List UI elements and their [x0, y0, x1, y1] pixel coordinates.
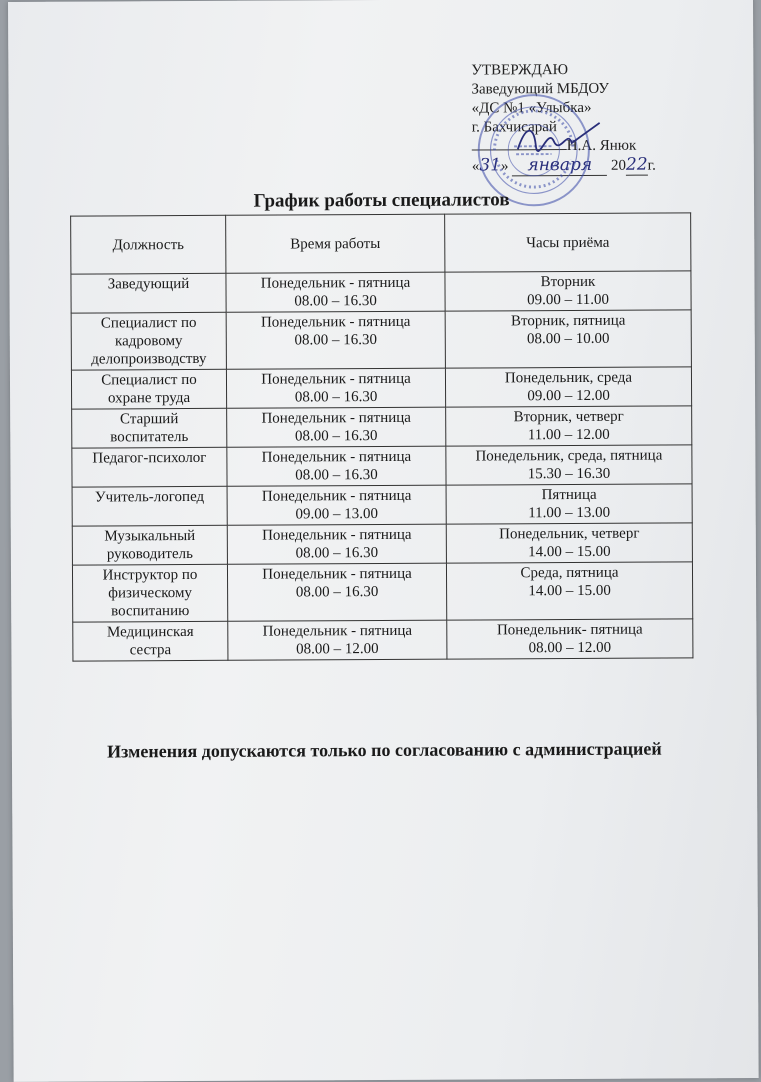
- cell-position-line: Заведующий: [73, 275, 223, 294]
- cell-position-line: Специалист по: [74, 314, 224, 333]
- cell-work-time-line: Понедельник - пятница: [230, 487, 444, 506]
- cell-reception-hours: [445, 310, 691, 368]
- approval-signature-line: [472, 136, 712, 156]
- cell-position: [72, 525, 227, 565]
- cell-position-line: Учитель-логопед: [75, 488, 225, 507]
- cell-work-time: [227, 524, 446, 564]
- cell-reception-hours: [446, 484, 692, 524]
- cell-position-line: физическому: [75, 584, 225, 603]
- cell-work-time-line: 08.00 – 16.30: [229, 331, 443, 350]
- cell-reception-hours-line: Среда, пятница: [449, 563, 690, 582]
- header-reception-hours: Часы приёма: [445, 213, 691, 272]
- table-row: [72, 484, 692, 526]
- cell-reception-hours-line: Понедельник, четверг: [449, 524, 690, 543]
- cell-position: [72, 486, 227, 526]
- cell-work-time: [227, 485, 446, 525]
- cell-work-time-line: Понедельник - пятница: [229, 313, 443, 332]
- cell-work-time: [226, 368, 445, 408]
- cell-work-time-line: Понедельник - пятница: [228, 274, 442, 293]
- date-year-suffix: 22: [626, 155, 648, 176]
- cell-reception-hours-line: 15.30 – 16.30: [448, 464, 689, 483]
- date-close-quote: »: [501, 158, 509, 174]
- cell-work-time-line: Понедельник - пятница: [229, 370, 443, 389]
- cell-reception-hours: [446, 406, 692, 446]
- header-work-time: Время работы: [226, 214, 445, 273]
- cell-position-line: воспитатель: [74, 428, 224, 447]
- approval-line-3: «ДС №1 «Улыбка»: [472, 98, 712, 118]
- table-row: [71, 271, 691, 313]
- cell-reception-hours-line: Понедельник, среда, пятница: [448, 446, 689, 465]
- cell-reception-hours-line: 11.00 – 13.00: [449, 503, 690, 522]
- date-day: 31: [479, 155, 501, 175]
- cell-reception-hours: [445, 367, 691, 407]
- cell-position-line: охране труда: [74, 389, 224, 408]
- date-open-quote: «: [472, 158, 480, 174]
- cell-position-line: воспитанию: [75, 602, 225, 621]
- cell-position-line: Инструктор по: [75, 566, 225, 585]
- cell-position: [71, 312, 226, 370]
- date-year-prefix: 20: [611, 158, 626, 174]
- cell-work-time-line: Понедельник - пятница: [230, 526, 444, 545]
- cell-reception-hours-line: Вторник: [447, 272, 688, 291]
- table-row: [72, 523, 692, 565]
- approval-signer: Н.А. Янюк: [567, 138, 637, 154]
- cell-reception-hours: [447, 619, 693, 659]
- approval-line-2: Заведующий МБДОУ: [471, 79, 711, 99]
- cell-work-time-line: Понедельник - пятница: [230, 622, 444, 641]
- cell-work-time-line: Понедельник - пятница: [230, 565, 444, 584]
- cell-position: [72, 447, 227, 487]
- cell-reception-hours-line: 11.00 – 12.00: [448, 425, 689, 444]
- cell-position-line: сестра: [75, 641, 225, 660]
- cell-work-time: [227, 446, 446, 486]
- approval-block: [471, 60, 712, 176]
- cell-position-line: Педагог-психолог: [74, 449, 224, 468]
- cell-work-time-line: 08.00 – 16.30: [230, 544, 444, 563]
- cell-position: [72, 408, 227, 448]
- table-row: [72, 445, 692, 487]
- cell-reception-hours: [446, 562, 692, 620]
- cell-reception-hours-line: 08.00 – 12.00: [449, 638, 690, 657]
- cell-work-time: [228, 620, 447, 660]
- approval-line-1: УТВЕРЖДАЮ: [471, 60, 711, 80]
- cell-work-time-line: 08.00 – 16.30: [229, 466, 443, 485]
- table-row: [71, 367, 691, 409]
- cell-work-time-line: Понедельник - пятница: [229, 448, 443, 467]
- cell-work-time-line: 09.00 – 13.00: [230, 505, 444, 524]
- cell-work-time: [226, 311, 445, 369]
- cell-reception-hours-line: 14.00 – 15.00: [449, 542, 690, 561]
- cell-position-line: кадровому: [74, 332, 224, 351]
- cell-reception-hours-line: Пятница: [449, 485, 690, 504]
- cell-position-line: руководитель: [75, 545, 225, 564]
- page-title: График работы специалистов: [9, 188, 754, 214]
- cell-work-time-line: 08.00 – 16.30: [229, 292, 443, 311]
- table-row: [71, 310, 691, 370]
- cell-reception-hours-line: Вторник, пятница: [448, 311, 689, 330]
- cell-reception-hours-line: 14.00 – 15.00: [449, 581, 690, 600]
- cell-position-line: Специалист по: [74, 371, 224, 390]
- cell-position-line: делопроизводству: [74, 350, 224, 369]
- cell-reception-hours-line: 09.00 – 12.00: [448, 386, 689, 405]
- cell-work-time: [227, 563, 446, 621]
- cell-reception-hours-line: Понедельник- пятница: [449, 620, 690, 639]
- cell-position: [73, 621, 228, 661]
- table-row: [73, 619, 693, 661]
- cell-reception-hours-line: Вторник, четверг: [448, 407, 689, 426]
- date-month: января: [512, 156, 607, 176]
- cell-work-time-line: Понедельник - пятница: [229, 409, 443, 428]
- cell-position-line: Музыкальный: [75, 527, 225, 546]
- table-row: [72, 406, 692, 448]
- cell-reception-hours-line: 09.00 – 11.00: [448, 290, 689, 309]
- cell-position-line: Старший: [74, 410, 224, 429]
- date-end: г.: [648, 158, 656, 174]
- document-sheet: [8, 0, 759, 1082]
- cell-work-time-line: 08.00 – 16.30: [229, 388, 443, 407]
- approval-line-4: г. Бахчисарай: [472, 117, 712, 137]
- cell-work-time-line: 08.00 – 16.30: [229, 427, 443, 446]
- cell-reception-hours: [445, 271, 691, 311]
- cell-work-time-line: 08.00 – 12.00: [230, 640, 444, 659]
- cell-reception-hours-line: 08.00 – 10.00: [448, 329, 689, 348]
- footer-note: Изменения допускаются только по согласованию с администрацией: [12, 738, 757, 763]
- cell-position: [72, 564, 227, 622]
- schedule-table: [70, 212, 693, 661]
- cell-reception-hours-line: Понедельник, среда: [448, 368, 689, 387]
- cell-position: [71, 369, 226, 409]
- table-row: [72, 562, 692, 622]
- cell-work-time: [227, 407, 446, 447]
- cell-position: [71, 273, 226, 313]
- cell-work-time-line: 08.00 – 16.30: [230, 583, 444, 602]
- cell-position-line: Медицинская: [75, 623, 225, 642]
- cell-reception-hours: [446, 445, 692, 485]
- cell-reception-hours: [446, 523, 692, 563]
- header-position: Должность: [71, 215, 226, 274]
- approval-date-line: [472, 155, 712, 176]
- table-header-row: [71, 213, 691, 274]
- cell-work-time: [226, 272, 445, 312]
